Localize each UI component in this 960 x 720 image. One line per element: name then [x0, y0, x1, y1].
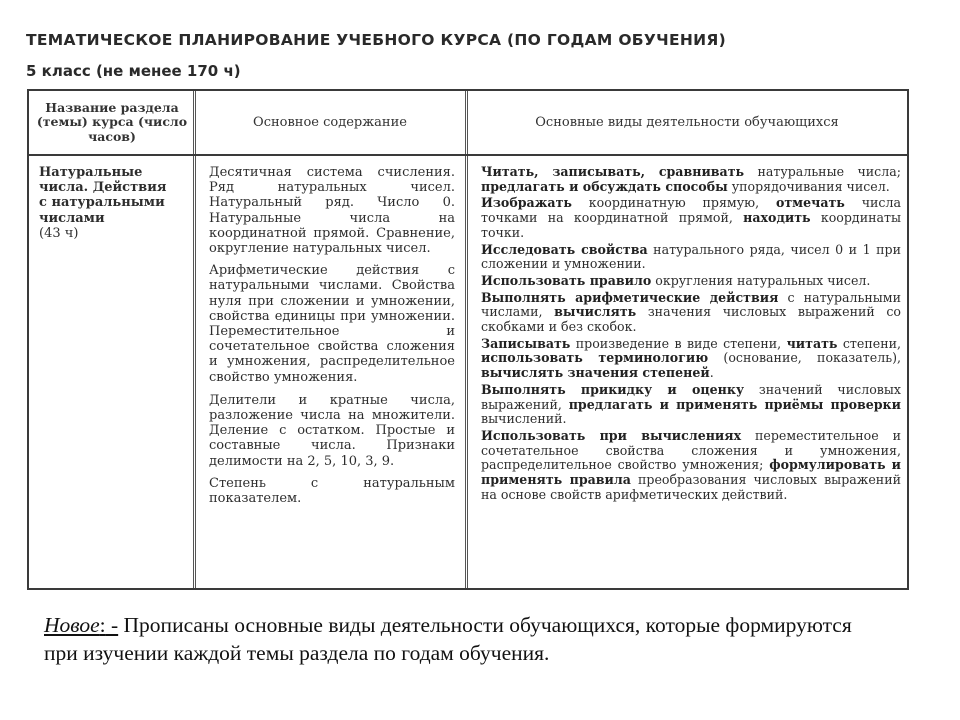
activity-text: упорядочивания чисел. [727, 178, 890, 194]
activity-text: произведение в виде степени, [570, 335, 787, 351]
header-student-activities: Основные виды деятельности обучающихся [535, 115, 839, 130]
activity-text: значений числовых выражений, [481, 381, 901, 412]
activity-verb: Читать, записывать, сравнивать [481, 164, 745, 179]
activity-text: числа точками на координатной прямой, [481, 195, 901, 226]
activity-item [481, 165, 901, 194]
activity-text: преобразования числовых выражений на основе свойств арифметических действий. [481, 472, 901, 502]
activity-text: значения числовых выражений со скобками и без скобок. [481, 304, 901, 335]
activity-verb: отмечать [775, 195, 845, 211]
note-dash: - [105, 613, 119, 637]
header-main-content: Основное содержание [253, 115, 407, 130]
section-cell [39, 165, 189, 241]
activity-text: вычислений. [481, 411, 567, 427]
activity-verb: Изображать [481, 195, 572, 211]
activity-verb: использовать терминологию [481, 350, 709, 366]
table-header-row [29, 91, 907, 156]
document-subtitle: 5 класс (не менее 170 ч) [26, 62, 241, 80]
activity-item [481, 291, 901, 335]
planning-table [27, 89, 909, 590]
content-paragraph: Степень с натуральным показателем. [209, 475, 455, 507]
note-label: Новое [44, 613, 100, 637]
activities-cell [481, 165, 901, 504]
content-paragraph: Десятичная система счисления. Ряд натуральных чисел. Натуральный ряд. Число 0. Натуральные числа на координатной прямой. Сравнение, округление натуральных чисел. [209, 165, 455, 257]
activity-text: (основание, показатель), [708, 350, 901, 366]
activity-item [481, 243, 901, 272]
activity-text: округления натуральных чисел. [651, 272, 871, 288]
activity-verb: читать [786, 335, 838, 351]
activity-text: натуральные числа; [744, 164, 901, 179]
new-note [44, 611, 884, 667]
activity-verb: формулировать и применять правила [481, 457, 902, 488]
activity-item [481, 196, 901, 240]
activity-text: координаты точки. [481, 210, 901, 240]
activity-item [481, 274, 901, 289]
section-topic: Натуральные числа. Действия с натуральными числами [39, 165, 167, 226]
activity-verb: находить [743, 210, 811, 226]
document-title: ТЕМАТИЧЕСКОЕ ПЛАНИРОВАНИЕ УЧЕБНОГО КУРСА (ПО ГОДАМ ОБУЧЕНИЯ) [26, 31, 727, 49]
column-divider [465, 91, 466, 588]
column-divider [193, 91, 194, 588]
activity-verb: Выполнять арифметические действия [481, 289, 779, 305]
activity-text: степени, [837, 335, 901, 351]
content-cell [209, 165, 455, 513]
header-section-name: Название раздела (темы) курса (число часов) [36, 99, 188, 144]
activity-verb: предлагать и применять приёмы проверки [568, 396, 901, 412]
activity-verb: предлагать и обсуждать способы [481, 178, 728, 194]
activity-verb: вычислять значения степеней [481, 365, 710, 381]
activity-text: координатную прямую, [571, 195, 776, 211]
activity-item [481, 383, 901, 427]
activity-verb: Использовать правило [481, 272, 652, 288]
activity-item [481, 337, 901, 381]
activity-text: . [709, 365, 714, 381]
note-text: Прописаны основные виды деятельности обучающихся, которые формируются при изучении каждой темы раздела по годам обучения. [44, 613, 852, 665]
activity-item [481, 429, 901, 503]
column-divider [195, 91, 196, 588]
activity-verb: Выполнять прикидку и оценку [481, 381, 745, 397]
column-divider [467, 91, 468, 588]
activity-verb: Использовать при вычислениях [481, 427, 742, 443]
activity-verb: Исследовать свойства [481, 241, 648, 257]
content-paragraph: Делители и кратные числа, разложение числа на множители. Деление с остатком. Простые и составные числа. Признаки делимости на 2, 5, 10, 3, 9. [209, 392, 455, 469]
activity-text: переместительное и сочетательное свойства сложения и умножения, распределительное свойство умножения; [481, 427, 901, 473]
activity-text: натурального ряда, чисел 0 и 1 при сложении и умножении. [481, 241, 901, 272]
note-colon: : [99, 613, 106, 637]
activity-text: с натуральными числами, [481, 289, 901, 320]
content-paragraph: Арифметические действия с натуральными числами. Свойства нуля при сложении и умножении, свойства единицы при умножении. Переместительное и сочетательное свойства сложения и умножения, распределительное свойство умножения. [209, 263, 455, 385]
activity-verb: Записывать [481, 335, 571, 351]
section-hours: (43 ч) [39, 225, 79, 241]
activity-verb: вычислять [554, 304, 637, 320]
